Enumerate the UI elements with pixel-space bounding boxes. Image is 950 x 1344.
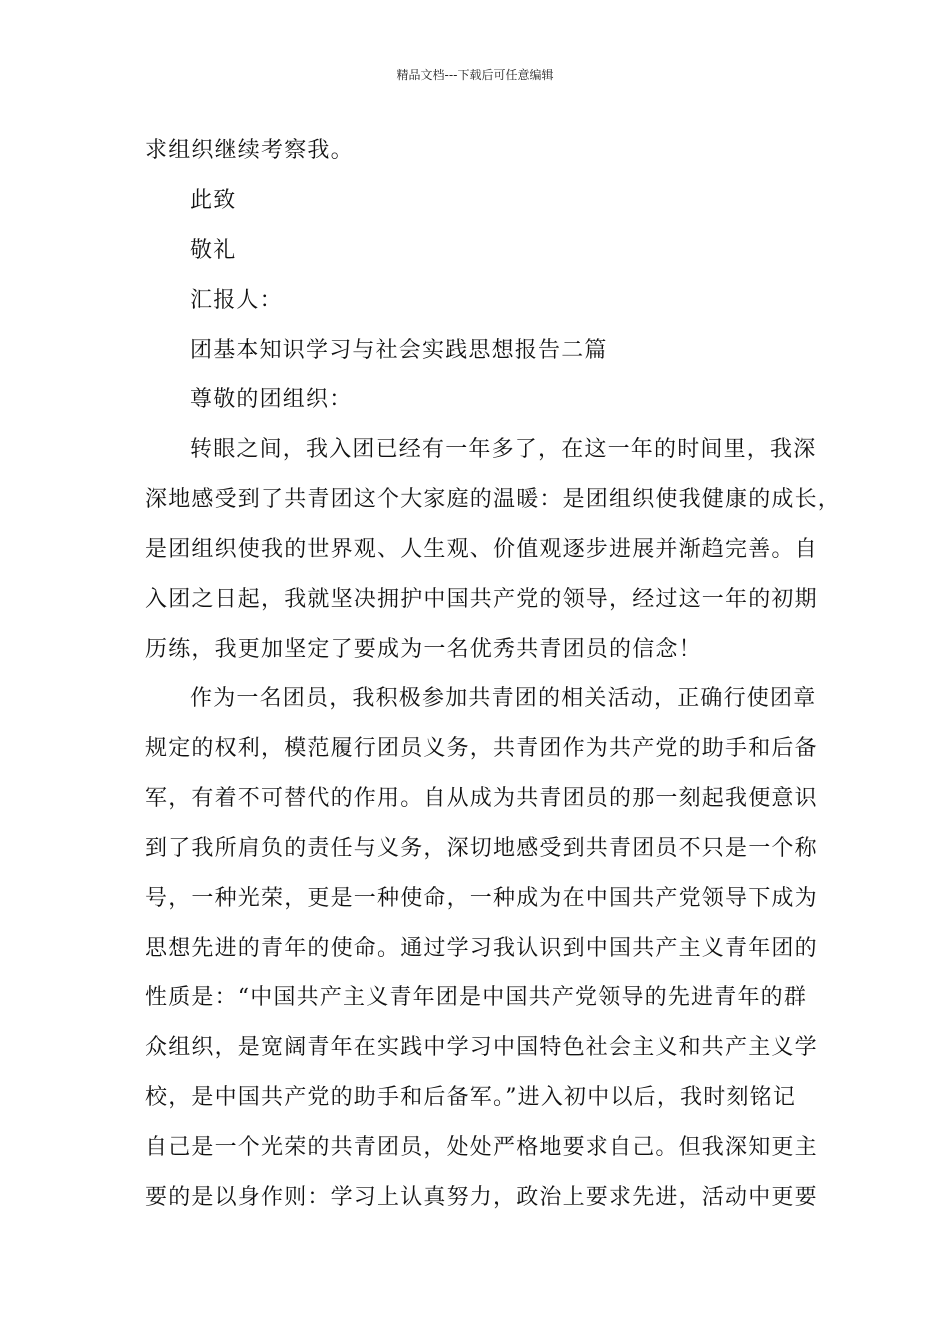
salutation: 尊敬的团组织：	[190, 387, 353, 412]
text-line: 校，是中国共产党的助手和后备军。”进入初中以后，我时刻铭记	[145, 1085, 797, 1110]
text-line: 汇报人：	[190, 288, 283, 313]
text-line: 深地感受到了共青团这个大家庭的温暖：是团组织使我健康的成长，	[145, 487, 842, 512]
text-line: 求组织继续考察我。	[145, 138, 354, 163]
text-line: 作为一名团员，我积极参加共青团的相关活动，正确行使团章	[190, 686, 817, 711]
text-line: 是团组织使我的世界观、人生观、价值观逐步进展并渐趋完善。自	[145, 537, 818, 562]
page-header: 精品文档---下载后可任意编辑	[396, 68, 554, 82]
section-title: 团基本知识学习与社会实践思想报告二篇	[190, 338, 608, 363]
text-line: 历练，我更加坚定了要成为一名优秀共青团员的信念！	[145, 637, 702, 662]
text-line: 号，一种光荣，更是一种使命，一种成为在中国共产党领导下成为	[145, 886, 818, 911]
text-line: 性质是：“中国共产主义青年团是中国共产党领导的先进青年的群	[145, 985, 808, 1010]
text-line: 转眼之间，我入团已经有一年多了，在这一年的时间里，我深	[190, 437, 817, 462]
text-line: 到了我所肩负的责任与义务，深切地感受到共青团员不只是一个称	[145, 836, 818, 861]
text-line: 自己是一个光荣的共青团员，处处严格地要求自己。但我深知更主	[145, 1135, 818, 1160]
text-line: 军，有着不可替代的作用。自从成为共青团员的那一刻起我便意识	[145, 786, 818, 811]
text-line: 规定的权利，模范履行团员义务，共青团作为共产党的助手和后备	[145, 736, 818, 761]
text-line: 敬礼	[190, 238, 237, 263]
text-line: 思想先进的青年的使命。通过学习我认识到中国共产主义青年团的	[145, 936, 818, 961]
text-line: 众组织，是宽阔青年在实践中学习中国特色社会主义和共产主义学	[145, 1035, 818, 1060]
text-line: 要的是以身作则：学习上认真努力，政治上要求先进，活动中更要	[145, 1185, 818, 1210]
text-line: 此致	[190, 188, 237, 213]
text-line: 入团之日起，我就坚决拥护中国共产党的领导，经过这一年的初期	[145, 587, 818, 612]
